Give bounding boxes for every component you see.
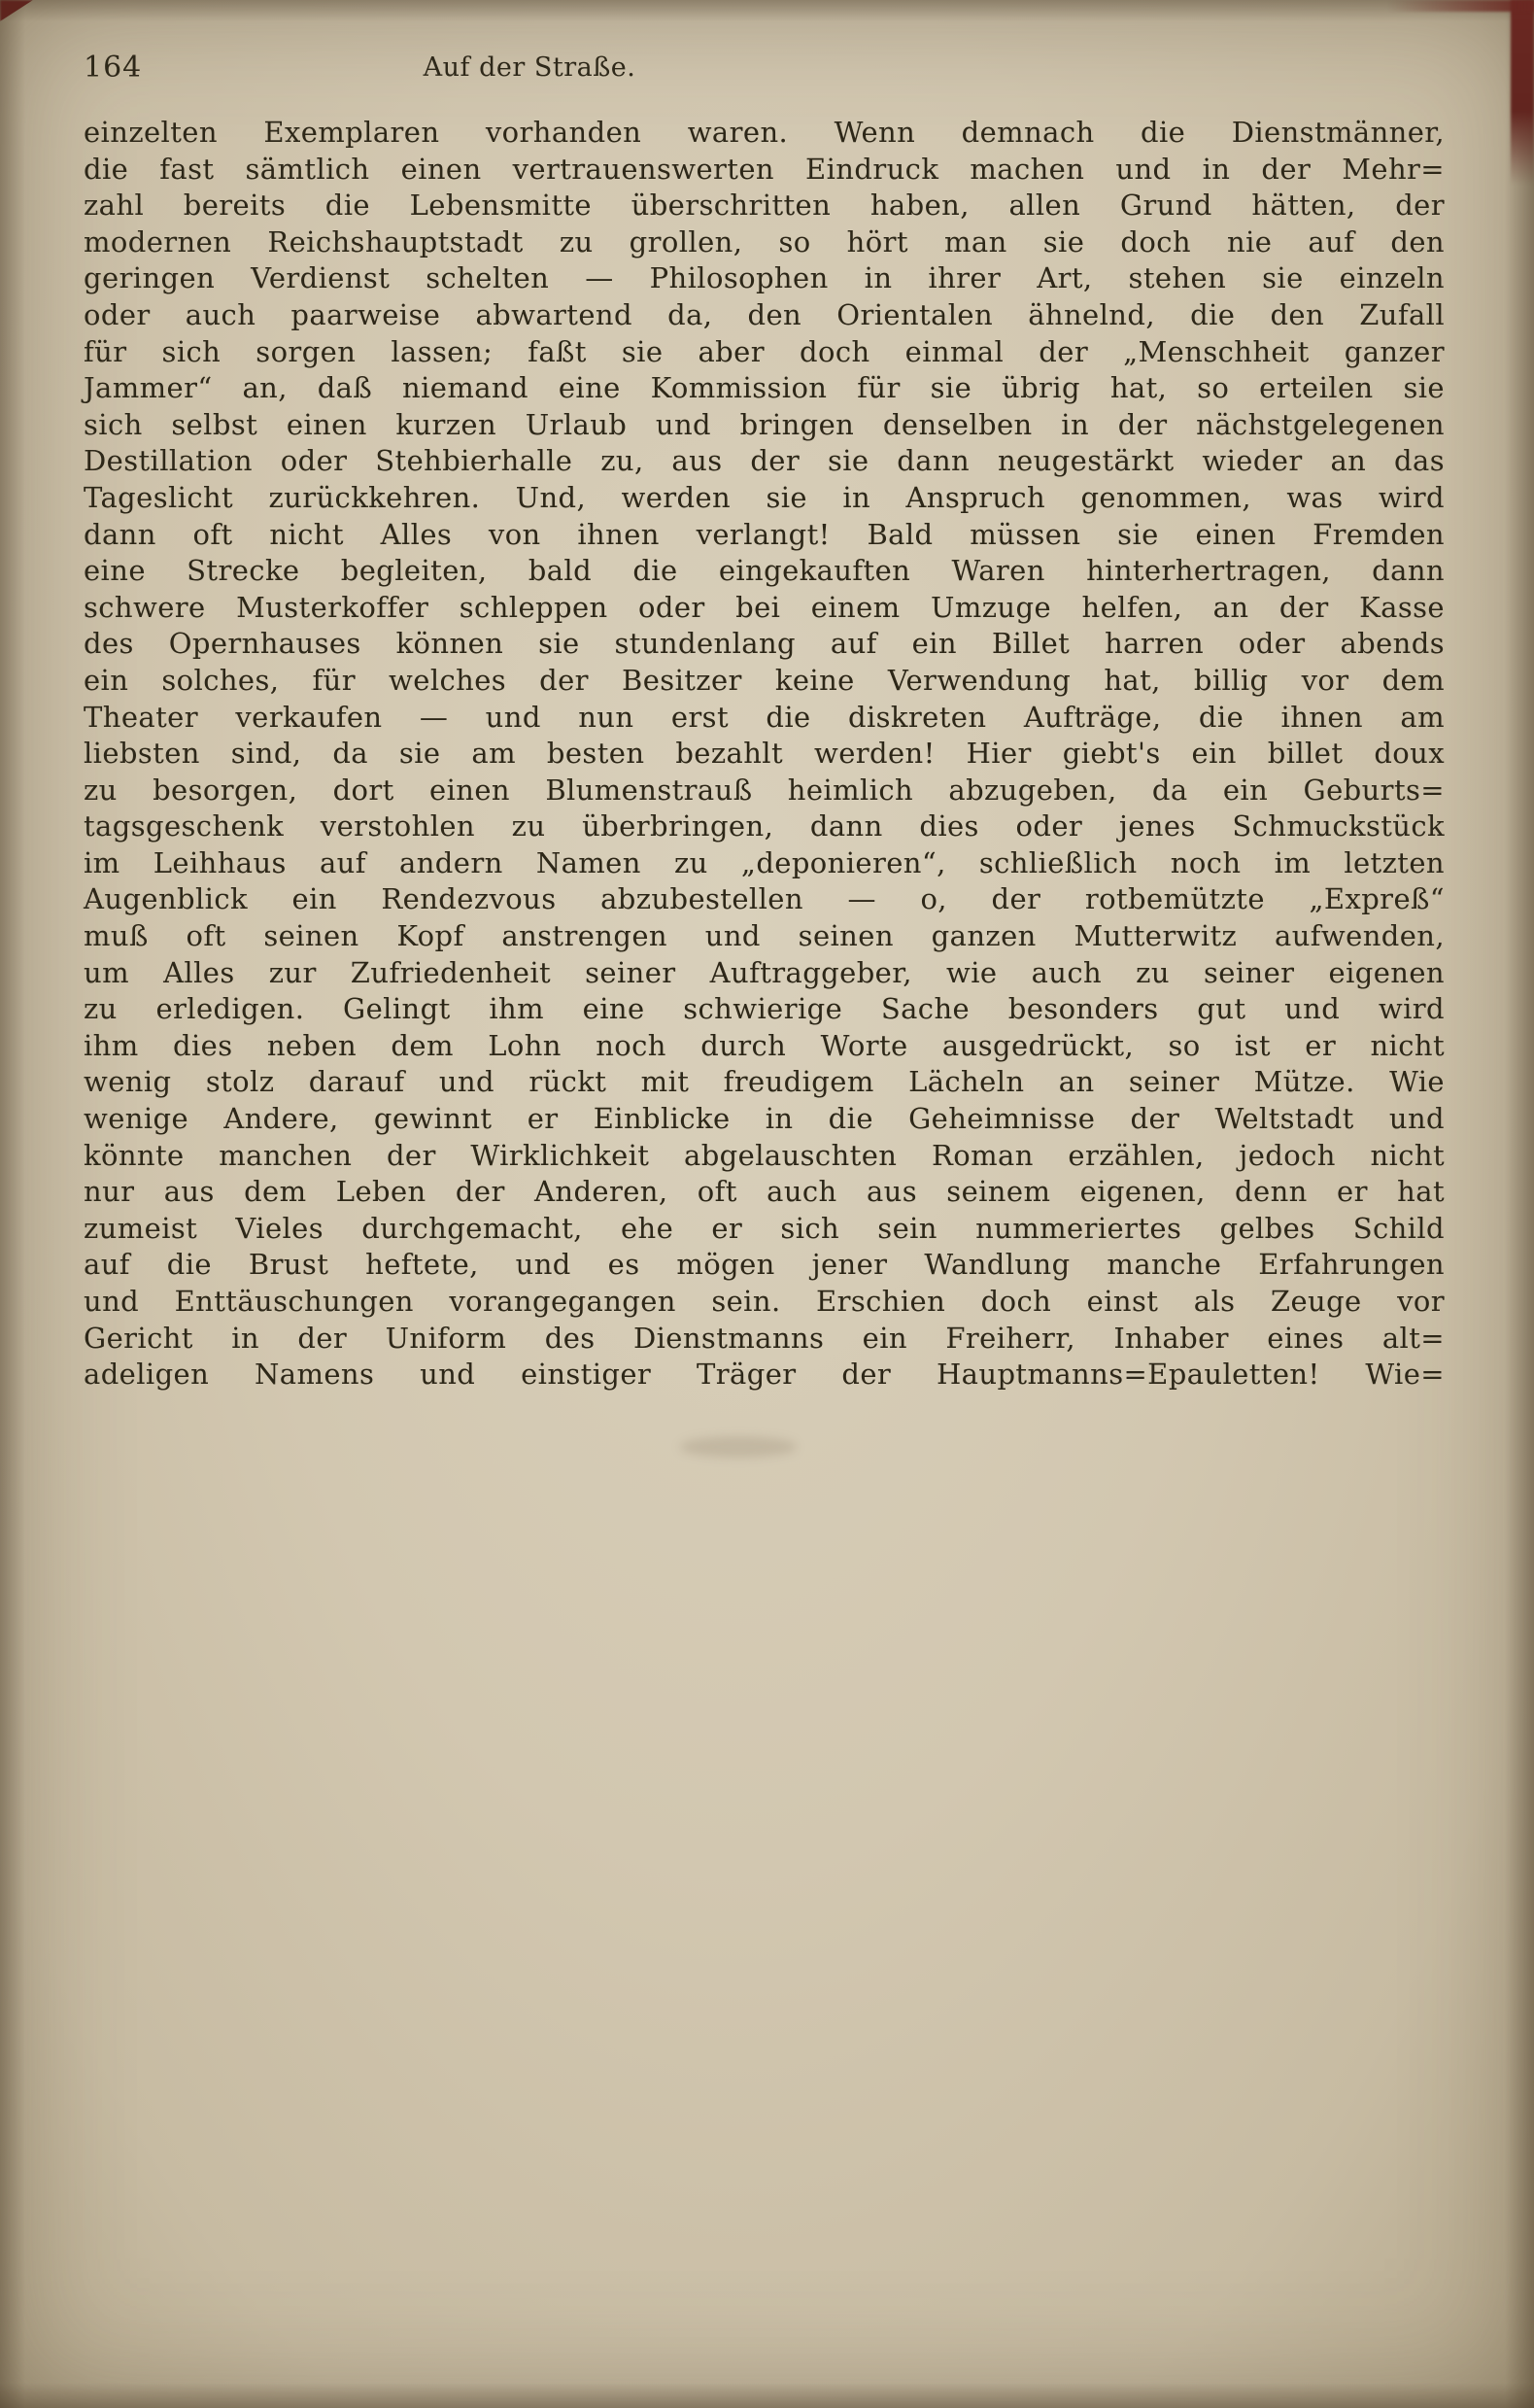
text-line: zu erledigen. Gelingt ihm eine schwierige Sache besonders gut und wird — [84, 992, 1445, 1026]
text-line: Tageslicht zurückkehren. Und, werden sie in Anspruch genommen, was wird — [84, 480, 1445, 514]
text-line: um Alles zur Zufriedenheit seiner Auftraggeber, wie auch zu seiner eigenen — [84, 955, 1445, 989]
page-number: 164 — [84, 51, 143, 85]
text-line: auf die Brust heftete, und es mögen jener Wandlung manche Erfahrungen — [84, 1248, 1445, 1282]
text-line: modernen Reichshauptstadt zu grollen, so hört man sie doch nie auf den — [84, 224, 1445, 258]
text-line: tagsgeschenk verstohlen zu überbringen, dann dies oder jenes Schmuckstück — [84, 809, 1445, 843]
text-line: und Enttäuschungen vorangegangen sein. Erschien doch einst als Zeuge vor — [84, 1285, 1445, 1318]
text-line: geringen Verdienst schelten — Philosophen in ihrer Art, stehen sie einzeln — [84, 261, 1445, 295]
text-line: des Opernhauses können sie stundenlang auf ein Billet harren oder abends — [84, 627, 1445, 661]
text-line: ein solches, für welches der Besitzer keine Verwendung hat, billig vor dem — [84, 663, 1445, 697]
text-line: nur aus dem Leben der Anderen, oft auch aus seinem eigenen, denn er hat — [84, 1175, 1445, 1209]
scan-edge-left — [0, 0, 25, 2408]
text-line: Gericht in der Uniform des Dienstmanns ein Freiherr, Inhaber eines alt= — [84, 1321, 1445, 1355]
text-line: einzelten Exemplaren vorhanden waren. Wenn demnach die Dienstmänner, — [84, 116, 1445, 149]
text-line: die fast sämtlich einen vertrauenswerten Eindruck machen und in der Mehr= — [84, 152, 1445, 186]
text-line: sich selbst einen kurzen Urlaub und bringen denselben in der nächstgelegenen — [84, 407, 1445, 441]
text-line: Jammer“ an, daß niemand eine Kommission für sie übrig hat, so erteilen sie — [84, 371, 1445, 405]
text-line: für sich sorgen lassen; faßt sie aber doch einmal der „Menschheit ganzer — [84, 334, 1445, 368]
text-line: Augenblick ein Rendezvous abzubestellen — o, der rotbemützte „Expreß“ — [84, 882, 1445, 916]
text-line: eine Strecke begleiten, bald die eingekauften Waren hinterhertragen, dann — [84, 554, 1445, 588]
text-line: Theater verkaufen — und nun erst die diskreten Aufträge, die ihnen am — [84, 700, 1445, 734]
text-line: zu besorgen, dort einen Blumenstrauß heimlich abzugeben, da ein Geburts= — [84, 773, 1445, 807]
scan-smudge — [680, 1436, 797, 1458]
scan-edge-bottom — [0, 2383, 1534, 2408]
text-line: muß oft seinen Kopf anstrengen und seinen ganzen Mutterwitz aufwenden, — [84, 919, 1445, 953]
body-text — [84, 115, 1445, 1393]
text-line: schwere Musterkoffer schleppen oder bei einem Umzuge helfen, an der Kasse — [84, 590, 1445, 624]
text-line: wenig stolz darauf und rückt mit freudigem Lächeln an seiner Mütze. Wie — [84, 1065, 1445, 1099]
page-header — [0, 0, 1534, 107]
text-line: dann oft nicht Alles von ihnen verlangt! Bald müssen sie einen Fremden — [84, 517, 1445, 551]
running-head: Auf der Straße. — [423, 52, 636, 83]
scan-edge-right — [1505, 0, 1534, 2408]
text-line: zumeist Vieles durchgemacht, ehe er sich sein nummeriertes gelbes Schild — [84, 1211, 1445, 1245]
text-line: adeligen Namens und einstiger Träger der Hauptmanns=Epauletten! Wie= — [84, 1358, 1445, 1392]
text-line: oder auch paarweise abwartend da, den Orientalen ähnelnd, die den Zufall — [84, 297, 1445, 331]
text-line: liebsten sind, da sie am besten bezahlt werden! Hier giebt's ein billet doux — [84, 737, 1445, 771]
text-line: zahl bereits die Lebensmitte überschritten haben, allen Grund hätten, der — [84, 189, 1445, 223]
text-line: Destillation oder Stehbierhalle zu, aus der sie dann neugestärkt wieder an das — [84, 444, 1445, 478]
text-line: wenige Andere, gewinnt er Einblicke in die Geheimnisse der Weltstadt und — [84, 1102, 1445, 1136]
text-line: könnte manchen der Wirklichkeit abgelauschten Roman erzählen, jedoch nicht — [84, 1138, 1445, 1172]
text-line: ihm dies neben dem Lohn noch durch Worte ausgedrückt, so ist er nicht — [84, 1028, 1445, 1062]
text-line: im Leihhaus auf andern Namen zu „deponieren“, schließlich noch im letzten — [84, 845, 1445, 879]
